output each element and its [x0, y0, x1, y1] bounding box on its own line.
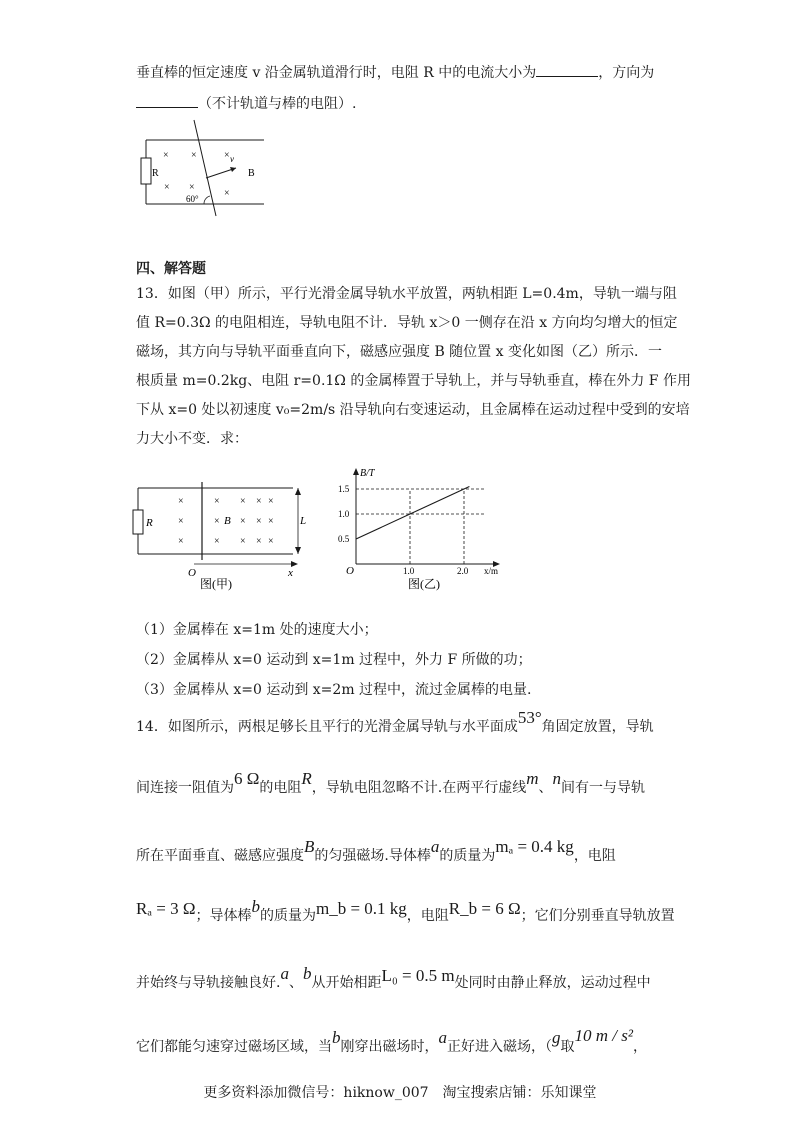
q12-text: ，方向为	[598, 65, 655, 81]
figure-caption: 图(甲)	[200, 577, 232, 591]
cross-mark: ×	[240, 496, 246, 507]
cross-mark: ×	[224, 150, 230, 161]
cross-mark: ×	[268, 516, 274, 527]
q14-math: a	[438, 1028, 447, 1047]
q14-text: 正好进入磁场，（	[447, 1039, 552, 1055]
q12-figure	[136, 118, 266, 218]
q14-line-1	[136, 708, 654, 737]
q14-math: 10 m / s²	[574, 1026, 633, 1045]
q14-line-3	[136, 837, 616, 866]
y-tick-label: 1.5	[338, 484, 350, 494]
q13-sub-question: （2）金属棒从 x=0 运动到 x=1m 过程中，外力 F 所做的功；	[136, 652, 532, 668]
q14-text: 刚穿出磁场时，	[340, 1039, 439, 1055]
q13-figure-jia	[128, 478, 308, 596]
q14-text: 所在平面垂直、磁感应强度	[136, 848, 304, 864]
q14-math: n	[552, 769, 562, 788]
q14-math: R_b = 6 Ω	[448, 899, 521, 918]
q14-math: g	[552, 1028, 561, 1047]
cross-mark: ×	[164, 182, 170, 193]
length-label: L	[300, 515, 307, 527]
q14-math: m	[526, 769, 539, 788]
q14-line-6	[136, 1026, 647, 1057]
q14-text: 它们都能匀速穿过磁场区域，当	[136, 1039, 332, 1055]
q14-text: 的电阻	[259, 780, 302, 796]
resistor-label: R	[146, 517, 153, 529]
q13-line: 13．如图（甲）所示，平行光滑金属导轨水平放置，两轨相距 L=0.4m，导轨一端与阻	[136, 286, 677, 302]
q14-text: ，电阻	[406, 908, 449, 924]
q14-line-4	[136, 897, 675, 926]
q14-math: 53°	[517, 708, 542, 727]
cross-mark: ×	[256, 536, 262, 547]
x-tick-label: 1.0	[403, 566, 415, 576]
cross-mark: ×	[163, 150, 169, 161]
q14-text: 从开始相距	[311, 975, 382, 991]
footer-ad-text: 更多资料添加微信号：hiknow_007 淘宝搜索店铺：乐知课堂	[203, 1085, 597, 1101]
q14-math: b	[251, 897, 260, 916]
q14-math: a	[430, 837, 440, 856]
q14-math: Rₐ = 3 Ω	[136, 899, 196, 918]
cross-mark: ×	[240, 536, 246, 547]
q12-text: （不计轨道与棒的电阻）.	[198, 96, 357, 112]
cross-mark: ×	[178, 536, 184, 547]
q14-math: 6 Ω	[234, 769, 260, 788]
q14-text: ，电阻	[573, 848, 616, 864]
q14-text: ，导轨电阻忽略不计.在两平行虚线	[311, 780, 527, 796]
q14-math: m_b = 0.1 kg	[315, 899, 407, 918]
q12-line-1	[136, 62, 654, 83]
q14-text: 的质量为	[259, 908, 316, 924]
x-axis-label: x/m	[484, 566, 499, 576]
cross-mark: ×	[256, 516, 262, 527]
q13-line: 力大小不变．求：	[136, 431, 248, 447]
cross-mark: ×	[178, 496, 184, 507]
figure-caption: 图(乙)	[408, 577, 440, 591]
q14-text: 、	[288, 975, 303, 991]
q12-line-2	[136, 93, 356, 114]
q14-math: R	[301, 769, 312, 788]
velocity-label: v	[230, 154, 234, 164]
cross-mark: ×	[268, 496, 274, 507]
answer-blank[interactable]	[536, 62, 598, 77]
q14-text: 取	[560, 1039, 575, 1055]
q13-line: 下从 x=0 处以初速度 v₀=2m/s 沿导轨向右变速运动，且金属棒在运动过程中受到的安培	[136, 402, 690, 418]
q14-math: a	[280, 964, 289, 983]
q14-text: ，	[632, 1039, 647, 1055]
q14-text: 、	[538, 780, 553, 796]
q14-text: 并始终与导轨接触良好.	[136, 975, 281, 991]
cross-mark: ×	[189, 182, 195, 193]
x-tick-label: 2.0	[457, 566, 469, 576]
q13-sub-question: （3）金属棒从 x=0 运动到 x=2m 过程中，流过金属棒的电量.	[136, 682, 532, 698]
q14-math: mₐ = 0.4 kg	[495, 837, 574, 856]
origin-label: O	[188, 567, 196, 579]
q14-text: 的匀强磁场.导体棒	[314, 848, 431, 864]
resistor-label: R	[152, 168, 159, 179]
x-axis-label: x	[288, 567, 293, 579]
answer-blank[interactable]	[136, 93, 198, 108]
field-label: B	[248, 168, 255, 179]
q14-text: 间有一与导轨	[561, 780, 646, 796]
cross-mark: ×	[224, 188, 230, 199]
q14-text: 角固定放置，导轨	[541, 719, 654, 735]
cross-mark: ×	[214, 536, 220, 547]
q14-text: 的质量为	[439, 848, 496, 864]
q14-text: 间连接一阻值为	[136, 780, 234, 796]
q14-math: b	[332, 1028, 341, 1047]
cross-mark: ×	[178, 516, 184, 527]
cross-mark: ×	[256, 496, 262, 507]
q14-line-5	[136, 964, 651, 993]
q14-text: 14．如图所示，两根足够长且平行的光滑金属导轨与水平面成	[136, 719, 518, 735]
q14-text: ；导体棒	[195, 908, 252, 924]
angle-label: 60°	[186, 194, 199, 204]
q13-sub-question: （1）金属棒在 x=1m 处的速度大小；	[136, 622, 378, 638]
cross-mark: ×	[240, 516, 246, 527]
q13-chart-yi	[336, 464, 506, 598]
y-axis-label: B/T	[360, 468, 375, 479]
q14-math: b	[302, 964, 312, 983]
q12-text: 垂直棒的恒定速度 v 沿金属轨道滑行时，电阻 R 中的电流大小为	[136, 65, 537, 81]
section-title: 四、解答题	[136, 261, 206, 277]
cross-mark: ×	[268, 536, 274, 547]
q13-line: 值 R=0.3Ω 的电阻相连，导轨电阻不计．导轨 x＞0 一侧存在沿 x 方向均匀增大的恒定	[136, 315, 678, 331]
field-label: B	[224, 515, 231, 527]
q14-text: ；它们分别垂直导轨放置	[520, 908, 675, 924]
series-line	[356, 487, 469, 540]
cross-mark: ×	[191, 150, 197, 161]
q13-line: 磁场，其方向与导轨平面垂直向下，磁感应强度 B 随位置 x 变化如图（乙）所示．一	[136, 344, 662, 360]
cross-mark: ×	[214, 496, 220, 507]
q14-text: 处同时由静止释放，运动过程中	[454, 975, 651, 991]
q13-line: 根质量 m=0.2kg、电阻 r=0.1Ω 的金属棒置于导轨上，并与导轨垂直，棒在外力 F 作用	[136, 373, 691, 389]
q14-math: B	[304, 837, 315, 856]
cross-mark: ×	[214, 516, 220, 527]
y-tick-label: 1.0	[338, 509, 350, 519]
origin-label: O	[346, 565, 354, 577]
q14-math: L₀ = 0.5 m	[381, 966, 455, 985]
y-tick-label: 0.5	[338, 534, 350, 544]
q14-line-2	[136, 769, 646, 798]
